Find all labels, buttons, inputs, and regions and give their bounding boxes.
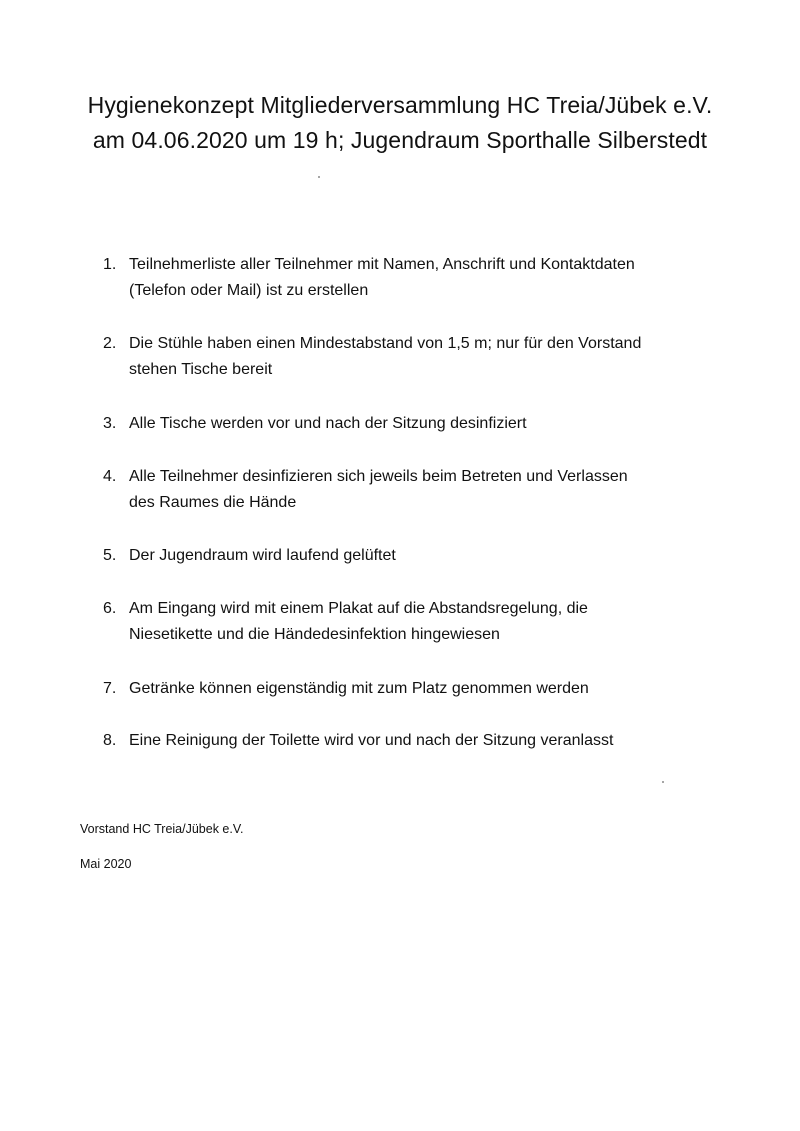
list-item-5 — [100, 543, 720, 569]
item-text-line: Der Jugendraum wird laufend gelüftet — [129, 547, 396, 564]
item-text-line: Eine Reinigung der Toilette wird vor und nach der Sitzung veranlasst — [129, 732, 614, 749]
item-number: 2. — [103, 335, 117, 352]
list-item-3 — [100, 411, 720, 437]
item-text-line: stehen Tische bereit — [129, 361, 273, 378]
item-number: 4. — [103, 468, 117, 485]
item-number: 5. — [103, 547, 117, 564]
hygiene-rules-list — [100, 252, 720, 754]
item-number: 7. — [103, 680, 117, 697]
item-text-line: Getränke können eigenständig mit zum Platz genommen werden — [129, 680, 589, 697]
scan-speck — [662, 781, 664, 783]
list-item-4 — [100, 464, 720, 516]
title-line-2: am 04.06.2020 um 19 h; Jugendraum Sporthalle Silberstedt — [92, 127, 708, 153]
list-item-2 — [100, 331, 720, 383]
item-text-line: (Telefon oder Mail) ist zu erstellen — [129, 282, 369, 299]
item-text-line: des Raumes die Hände — [129, 494, 297, 511]
item-text-line: Die Stühle haben einen Mindestabstand von 1,5 m; nur für den Vorstand — [129, 335, 642, 352]
signature-line: Vorstand HC Treia/Jübek e.V. — [80, 822, 244, 836]
list-item-6 — [100, 596, 720, 648]
item-number: 1. — [103, 256, 117, 273]
item-text-line: Alle Teilnehmer desinfizieren sich jeweils beim Betreten und Verlassen — [129, 468, 628, 485]
item-text-line: Teilnehmerliste aller Teilnehmer mit Namen, Anschrift und Kontaktdaten — [129, 256, 635, 273]
date-line: Mai 2020 — [80, 857, 132, 871]
list-item-7 — [100, 676, 720, 702]
item-text-line: Niesetikette und die Händedesinfektion hingewiesen — [129, 626, 500, 643]
list-item-1 — [100, 252, 720, 304]
item-number: 3. — [103, 415, 117, 432]
document-title — [40, 88, 760, 158]
title-line-1: Hygienekonzept Mitgliederversammlung HC Treia/Jübek e.V. — [87, 92, 713, 118]
list-item-8 — [100, 728, 720, 754]
item-number: 6. — [103, 600, 117, 617]
item-text-line: Alle Tische werden vor und nach der Sitzung desinfiziert — [129, 415, 527, 432]
item-text-line: Am Eingang wird mit einem Plakat auf die Abstandsregelung, die — [129, 600, 588, 617]
item-number: 8. — [103, 732, 117, 749]
scan-speck — [318, 176, 320, 178]
